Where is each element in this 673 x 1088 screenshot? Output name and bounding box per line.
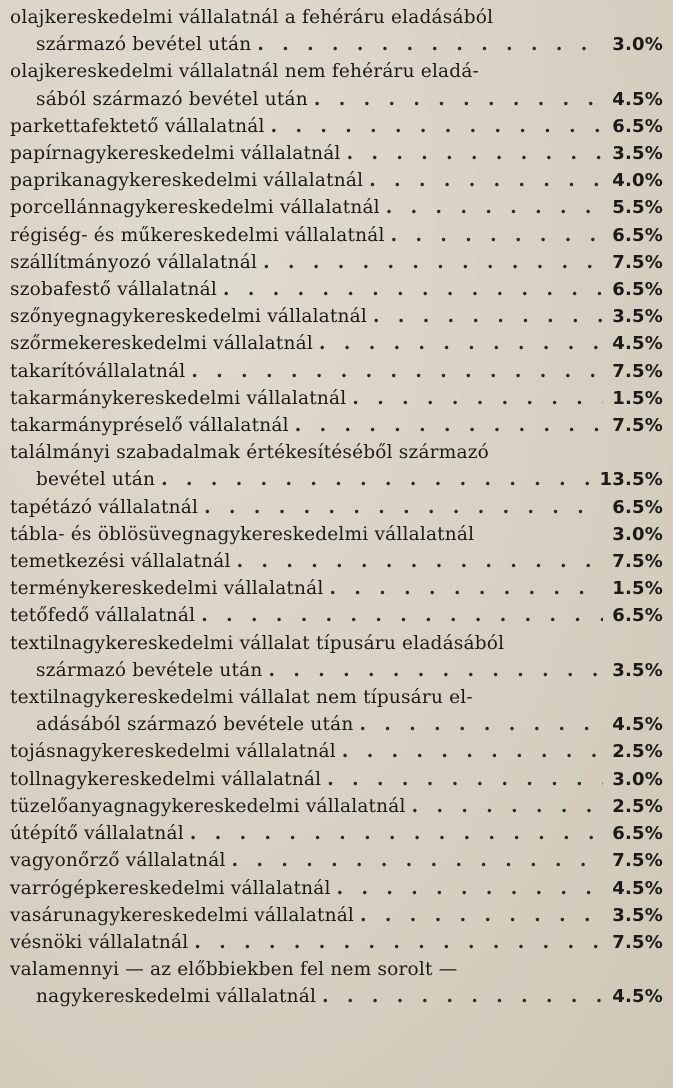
rate-value: 5.5% bbox=[612, 197, 663, 219]
rate-entry bbox=[10, 330, 663, 357]
dot-leader bbox=[347, 140, 603, 167]
entry-row bbox=[10, 113, 663, 140]
entry-text-line: szőrmekereskedelmi vállalatnál bbox=[10, 333, 313, 355]
rate-entry bbox=[10, 303, 663, 330]
rate-value: 6.5% bbox=[612, 496, 663, 518]
entry-row bbox=[10, 412, 663, 439]
dot-leader bbox=[412, 793, 603, 820]
rate-entry bbox=[10, 439, 663, 493]
rate-value: 7.5% bbox=[612, 551, 663, 573]
rate-value: 3.0% bbox=[612, 768, 663, 790]
entry-text-line: tollnagykereskedelmi vállalatnál bbox=[10, 768, 322, 790]
entry-text-line: származó bevétele után bbox=[36, 659, 263, 681]
entry-row bbox=[10, 793, 663, 820]
rate-entry bbox=[10, 738, 663, 765]
rate-entry bbox=[10, 793, 663, 820]
entry-row bbox=[10, 330, 663, 357]
rate-entry bbox=[10, 602, 663, 629]
rate-value: 1.5% bbox=[612, 578, 663, 600]
rate-value: 6.5% bbox=[612, 279, 663, 301]
rate-value: 1.5% bbox=[612, 387, 663, 409]
entry-text-line: szőnyegnagykereskedelmi vállalatnál bbox=[10, 306, 368, 328]
entry-row bbox=[10, 167, 663, 194]
rate-value: 3.5% bbox=[612, 659, 663, 681]
entry-row bbox=[10, 194, 663, 221]
entry-text-line: vésnöki vállalatnál bbox=[10, 931, 189, 953]
rate-entry bbox=[10, 956, 663, 1010]
dot-leader bbox=[369, 167, 603, 194]
rate-value: 6.5% bbox=[612, 605, 663, 627]
entry-text-line: régiség- és műkereskedelmi vállalatnál bbox=[10, 224, 385, 246]
rate-value: 3.5% bbox=[612, 904, 663, 926]
rate-value: 3.0% bbox=[612, 34, 663, 56]
entry-text-line: takarmánykereskedelmi vállalatnál bbox=[10, 387, 347, 409]
rate-entry bbox=[10, 820, 663, 847]
rate-entry bbox=[10, 521, 663, 548]
dot-leader bbox=[359, 711, 603, 738]
rate-value: 4.0% bbox=[612, 170, 663, 192]
entry-text-line: sából származó bevétel után bbox=[36, 88, 308, 110]
entry-text-line: tábla- és öblösüvegnagykereskedelmi vállalatnál bbox=[10, 523, 475, 545]
entry-text-line: varrógépkereskedelmi vállalatnál bbox=[10, 877, 331, 899]
rate-value: 6.5% bbox=[612, 115, 663, 137]
dot-leader bbox=[232, 847, 603, 874]
entry-text-line: paprikanagykereskedelmi vállalatnál bbox=[10, 170, 364, 192]
dot-leader bbox=[263, 249, 603, 276]
entry-row bbox=[10, 820, 663, 847]
dot-leader bbox=[223, 276, 603, 303]
entry-text-line: származó bevétel után bbox=[36, 34, 252, 56]
entry-row bbox=[10, 494, 663, 521]
dot-leader bbox=[330, 575, 603, 602]
dot-leader bbox=[373, 303, 603, 330]
rate-entry bbox=[10, 58, 663, 112]
entry-text-line: tapétázó vállalatnál bbox=[10, 496, 199, 518]
rate-entry bbox=[10, 194, 663, 221]
entry-text-line: bevétel után bbox=[36, 469, 156, 491]
rate-value: 7.5% bbox=[612, 415, 663, 437]
entry-text-line: adásából származó bevétele után bbox=[36, 714, 354, 736]
rate-entry bbox=[10, 167, 663, 194]
entry-text-line: szállítmányozó vállalatnál bbox=[10, 251, 258, 273]
rate-entry bbox=[10, 412, 663, 439]
rate-value: 6.5% bbox=[612, 823, 663, 845]
entry-row bbox=[10, 521, 663, 548]
rate-value: 3.0% bbox=[612, 523, 663, 545]
entry-text-line: textilnagykereskedelmi vállalat típusáru eladásából bbox=[10, 632, 505, 654]
rate-value: 3.5% bbox=[612, 306, 663, 328]
dot-leader bbox=[161, 466, 595, 493]
rate-entry bbox=[10, 358, 663, 385]
entry-text-line: takarítóvállalatnál bbox=[10, 360, 186, 382]
entry-row bbox=[10, 140, 663, 167]
entry-row bbox=[10, 222, 663, 249]
rate-entry bbox=[10, 875, 663, 902]
rate-entry bbox=[10, 847, 663, 874]
rate-entry bbox=[10, 929, 663, 956]
entry-text-line: szobafestő vállalatnál bbox=[10, 279, 217, 301]
entry-row bbox=[10, 548, 663, 575]
entry-row bbox=[10, 86, 663, 113]
entry-text-line: temetkezési vállalatnál bbox=[10, 551, 231, 573]
dot-leader bbox=[271, 113, 603, 140]
dot-leader bbox=[237, 548, 603, 575]
rate-value: 4.5% bbox=[612, 877, 663, 899]
rate-value: 6.5% bbox=[612, 224, 663, 246]
entry-row bbox=[10, 847, 663, 874]
entry-text-line: vagyonőrző vállalatnál bbox=[10, 850, 226, 872]
dot-leader bbox=[268, 657, 603, 684]
entry-text-line: tüzelőanyagnagykereskedelmi vállalatnál bbox=[10, 795, 406, 817]
entry-row bbox=[10, 602, 663, 629]
entry-row bbox=[10, 738, 663, 765]
rate-value: 13.5% bbox=[599, 469, 663, 491]
entry-text-line: olajkereskedelmi vállalatnál nem fehéráru eladá- bbox=[10, 61, 480, 83]
entry-row bbox=[10, 575, 663, 602]
dot-leader bbox=[337, 875, 603, 902]
dot-leader bbox=[352, 385, 603, 412]
entry-text-line: porcellánnagykereskedelmi vállalatnál bbox=[10, 197, 380, 219]
rate-value: 7.5% bbox=[612, 360, 663, 382]
entry-row bbox=[10, 983, 663, 1010]
dot-leader bbox=[342, 738, 603, 765]
entry-text-line: tetőfedő vállalatnál bbox=[10, 605, 196, 627]
rate-entry bbox=[10, 902, 663, 929]
dot-leader bbox=[391, 222, 603, 249]
dot-leader bbox=[386, 194, 603, 221]
rate-value: 4.5% bbox=[612, 714, 663, 736]
rate-value: 7.5% bbox=[612, 251, 663, 273]
rate-value: 3.5% bbox=[612, 143, 663, 165]
dot-leader bbox=[191, 358, 603, 385]
entry-text-line: tojásnagykereskedelmi vállalatnál bbox=[10, 741, 336, 763]
rate-entry bbox=[10, 575, 663, 602]
entry-text-line: vasárunagykereskedelmi vállalatnál bbox=[10, 904, 355, 926]
rate-entry bbox=[10, 766, 663, 793]
rate-entry bbox=[10, 4, 663, 58]
entry-text-line: parkettafektető vállalatnál bbox=[10, 115, 265, 137]
rate-value: 4.5% bbox=[612, 986, 663, 1008]
entry-row bbox=[10, 875, 663, 902]
entry-text-line: valamennyi — az előbbiekben fel nem sorolt — bbox=[10, 959, 458, 981]
entry-text-line: nagykereskedelmi vállalatnál bbox=[36, 986, 317, 1008]
dot-leader bbox=[194, 929, 603, 956]
rate-entry bbox=[10, 113, 663, 140]
rate-value: 4.5% bbox=[612, 333, 663, 355]
rate-entry bbox=[10, 630, 663, 684]
entry-row bbox=[10, 902, 663, 929]
entry-row bbox=[10, 31, 663, 58]
entry-text-line: találmányi szabadalmak értékesítéséből származó bbox=[10, 442, 489, 464]
rate-entry bbox=[10, 385, 663, 412]
rate-value: 7.5% bbox=[612, 850, 663, 872]
rate-entry bbox=[10, 548, 663, 575]
dot-leader bbox=[190, 820, 603, 847]
rate-entry bbox=[10, 249, 663, 276]
dot-leader bbox=[201, 602, 603, 629]
rate-value: 2.5% bbox=[612, 795, 663, 817]
rate-value: 2.5% bbox=[612, 741, 663, 763]
entry-row bbox=[10, 303, 663, 330]
entry-row bbox=[10, 385, 663, 412]
dot-leader bbox=[319, 330, 603, 357]
dot-leader bbox=[204, 494, 603, 521]
entry-row bbox=[10, 657, 663, 684]
entry-text-line: textilnagykereskedelmi vállalat nem típusáru el- bbox=[10, 687, 473, 709]
rate-entry bbox=[10, 494, 663, 521]
entry-row bbox=[10, 358, 663, 385]
rate-value: 4.5% bbox=[612, 88, 663, 110]
entry-text-line: papírnagykereskedelmi vállalatnál bbox=[10, 143, 341, 165]
entry-row bbox=[10, 276, 663, 303]
rate-entry bbox=[10, 684, 663, 738]
dot-leader bbox=[314, 86, 603, 113]
entry-text-line: terménykereskedelmi vállalatnál bbox=[10, 578, 324, 600]
entry-text-line: olajkereskedelmi vállalatnál a fehéráru eladásából bbox=[10, 7, 494, 28]
rate-entry bbox=[10, 276, 663, 303]
dot-leader bbox=[322, 983, 603, 1010]
rate-entry bbox=[10, 140, 663, 167]
entry-text-line: takarmánypréselő vállalatnál bbox=[10, 415, 289, 437]
dot-leader bbox=[360, 902, 603, 929]
entry-row bbox=[10, 929, 663, 956]
rate-value: 7.5% bbox=[612, 931, 663, 953]
dot-leader bbox=[295, 412, 603, 439]
dot-leader bbox=[257, 31, 603, 58]
rate-list bbox=[10, 4, 663, 1011]
entry-row bbox=[10, 766, 663, 793]
dot-leader bbox=[327, 766, 603, 793]
entry-row bbox=[10, 711, 663, 738]
entry-row bbox=[10, 249, 663, 276]
rate-entry bbox=[10, 222, 663, 249]
entry-text-line: útépítő vállalatnál bbox=[10, 823, 184, 845]
entry-row bbox=[10, 466, 663, 493]
